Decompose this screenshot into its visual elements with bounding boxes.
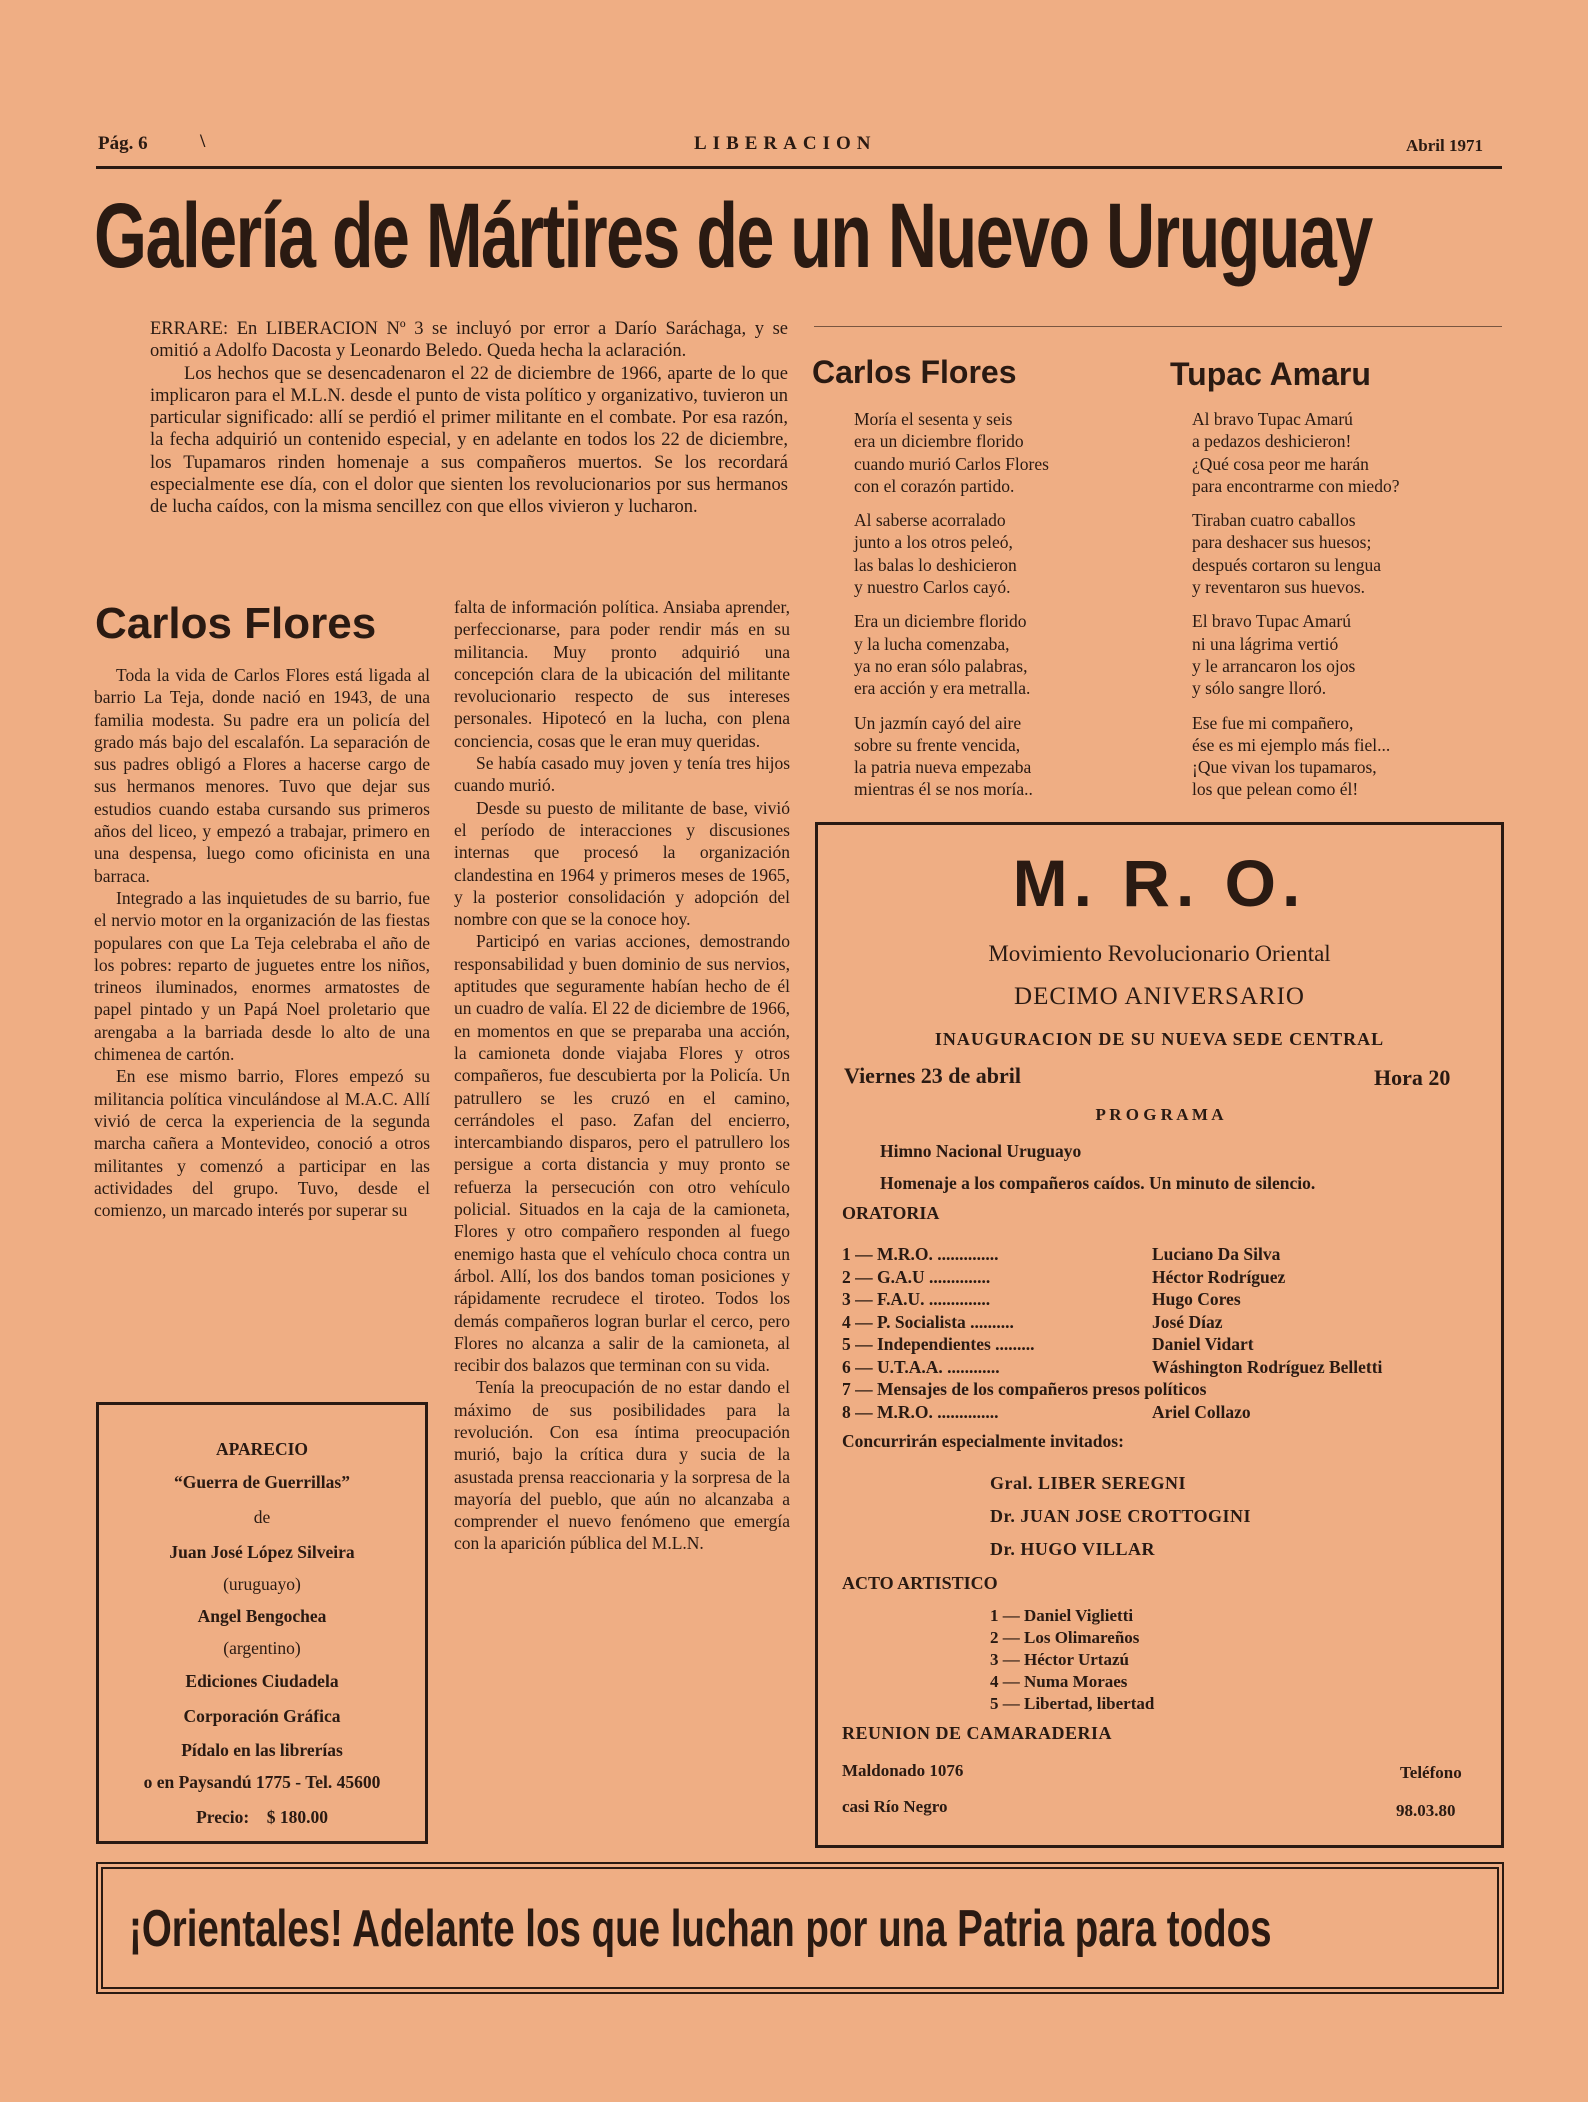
poem-line: sobre su frente vencida, [854, 734, 1021, 755]
poem-line: Tiraban cuatro caballos [1192, 510, 1356, 531]
header-mark: \ [200, 131, 206, 152]
oratoria-org: 4 — P. Socialista .......... [842, 1311, 1014, 1332]
article-paragraph: Tenía la preocupación de no estar dando el máximo de sus posibilidades para la revolución. Con esa íntima preocupación murió, bajo la crítica dura y sucia de la asustada prensa reaccionaria y la sorpresa de la mayoría del pueblo, que aún no alcanzaba a comprender el nuevo fenómeno que emergía con la aparición pública del M.L.N. [454, 1377, 790, 1554]
poem-line: y le arrancaron los ojos [1192, 655, 1356, 676]
poem-line: y sólo sangre lloró. [1192, 678, 1327, 699]
address-phone: o en Paysandú 1775 - Tel. 45600 [143, 1772, 381, 1792]
issue-date: Abril 1971 [1406, 136, 1483, 155]
poem-stanza [1192, 712, 1502, 801]
oratoria-speaker: Daniel Vidart [1152, 1334, 1254, 1354]
phone-number: 98.03.80 [1396, 1801, 1456, 1820]
oratoria-speaker: Luciano Da Silva [1152, 1244, 1281, 1264]
oratoria-row [842, 1378, 1382, 1401]
mro-anniversary: DECIMO ANIVERSARIO [1014, 983, 1305, 1010]
book-advertisement [96, 1402, 428, 1844]
book-title: “Guerra de Guerrillas” [174, 1472, 350, 1492]
poem-title-flores: Carlos Flores [812, 354, 1017, 390]
program-item: Himno Nacional Uruguayo [880, 1141, 1082, 1161]
poem-stanza [854, 610, 1154, 699]
poem-line: Moría el sesenta y seis [854, 409, 1013, 429]
oratoria-org: 2 — G.A.U .............. [842, 1266, 991, 1287]
poem-line: cuando murió Carlos Flores [854, 453, 1049, 474]
article-column-1 [94, 664, 430, 1221]
poem-rule [814, 326, 1502, 327]
address-line-1: Maldonado 1076 [842, 1761, 964, 1780]
event-date: Viernes 23 de abril [844, 1063, 1021, 1088]
author-2: Angel Bengochea [197, 1606, 327, 1626]
poem-line: los que pelean como él! [1192, 779, 1359, 800]
oratoria-speaker: Wáshington Rodríguez Belletti [1152, 1356, 1383, 1377]
article-paragraph: Se había casado muy joven y tenía tres hijos cuando murió. [454, 753, 790, 796]
mro-subtitle: Movimiento Revolucionario Oriental [988, 941, 1331, 966]
poem-line: ¿Qué cosa peor me harán [1192, 453, 1369, 474]
programa-label: P R O G R A M A [1095, 1105, 1224, 1124]
oratoria-speaker: Hugo Cores [1152, 1289, 1241, 1309]
slogan-box [96, 1862, 1504, 1994]
mro-title: M. R. O. [1012, 846, 1307, 920]
author-2-origin: (argentino) [223, 1638, 301, 1658]
oratoria-speaker: Héctor Rodríguez [1152, 1266, 1286, 1287]
author-1-origin: (uruguayo) [223, 1574, 301, 1594]
price-value: $ 180.00 [266, 1807, 328, 1827]
event-time: Hora 20 [1374, 1065, 1451, 1090]
intro-paragraph: Los hechos que se desencadenaron el 22 de diciembre de 1966, aparte de lo que implicaron para el M.L.N. desde el punto de vista político y organizativo, tuvieron un particular significado: allí se perdió el primer militante en el combate. Por esa razón, la fecha adquirió un contenido especial, y en adelante en todos los 22 de diciembre, los Tupamaros rinden homenaje a sus compañeros muertos. Se los recordará especialmente ese día, con el dolor que sienten los revolucionarios por sus hermanos de lucha caídos, con la misma sencillez con que ellos vivieron y lucharon. [150, 363, 788, 518]
poem-stanza [854, 712, 1154, 801]
poem-line: El bravo Tupac Amarú [1192, 611, 1351, 632]
acto-list [990, 1605, 1154, 1715]
poem-line: después cortaron su lengua [1192, 554, 1382, 575]
newspaper-name: LIBERACION [694, 133, 877, 154]
poem-stanza [854, 408, 1154, 497]
poem-line: Era un diciembre florido [854, 611, 1027, 632]
poem-line: Ese fue mi compañero, [1192, 712, 1354, 733]
invited-guest: Dr. HUGO VILLAR [990, 1539, 1156, 1559]
poem-line: ése es mi ejemplo más fiel... [1192, 734, 1391, 755]
oratoria-org: 7 — Mensajes de los compañeros presos políticos [842, 1379, 1207, 1399]
oratoria-speaker: Ariel Collazo [1152, 1401, 1251, 1422]
poem-line: ya no eran sólo palabras, [854, 655, 1028, 676]
oratoria-row [842, 1243, 1382, 1266]
header-rule [96, 166, 1502, 169]
poem-stanza [1192, 610, 1502, 699]
invited-list [990, 1467, 1251, 1566]
article-paragraph: Integrado a las inquietudes de su barrio, fue el nervio motor en la organización de las fiestas populares con que La Teja celebraba el año de los pobres: reparto de juguetes entre los niños, trineos iluminados, enormes armatostes de papel pintado y un Papá Noel proletario que arengaba a la barriada desde lo alto de una chimenea de cartón. [94, 887, 430, 1065]
errare-note: ERRARE: En LIBERACION Nº 3 se incluyó por error a Darío Saráchaga, y se omitió a Adolfo Dacosta y Leonardo Beledo. Queda hecha la aclaración. [150, 319, 788, 362]
poem-line: Al saberse acorralado [854, 510, 1006, 531]
oratoria-row [842, 1401, 1382, 1424]
invited-label: Concurrirán especialmente invitados: [842, 1431, 1124, 1451]
performer: 3 — Héctor Urtazú [990, 1650, 1129, 1669]
headline: Galería de Mártires de un Nuevo Uruguay [94, 185, 1372, 287]
poem-line: junto a los otros peleó, [854, 532, 1013, 553]
author-1: Juan José López Silveira [169, 1542, 355, 1562]
oratoria-org: 1 — M.R.O. .............. [842, 1244, 999, 1264]
article-paragraph: Toda la vida de Carlos Flores está ligada al barrio La Teja, donde nació en 1943, de una familia modesta. Su padre era un policía del grado más bajo del escalafón. La separación de sus padres obligó a Flores a hacerse cargo de sus hermanos menores. Tuvo que dejar sus estudios cuando estaba cursando sus primeros años del liceo, y empezó a trabajar, primero en una despensa, luego como oficinista en una barraca. [94, 665, 430, 886]
poem-line: para deshacer sus huesos; [1192, 532, 1372, 553]
poem-line: ni una lágrima vertió [1192, 633, 1339, 654]
price-label: Precio: [196, 1807, 250, 1827]
poem-stanza [854, 509, 1154, 598]
invited-guest: Gral. LIBER SEREGNI [990, 1473, 1187, 1493]
poem-line: y reventaron sus huevos. [1192, 577, 1366, 598]
article-paragraph: Participó en varias acciones, demostrando responsabilidad y buen dominio de sus nervios, aptitudes que seguramente habían hecho de él un cuadro de valía. El 22 de diciembre de 1966, en momentos en que se preparaba una acción, la camioneta donde viajaba Flores y otros compañeros, fue descubierta por la Policía. Un patrullero se les cruzó en el camino, cerrándoles el paso. Zafan del encierro, intercambiando disparos, pero el patrullero los persigue a corta distancia y muy pronto se refuerza la persecución con otro vehículo policial. Situados en la caja de la camioneta, Flores y otro compañero responden al fuego enemigo hasta que el vehículo choca contra un árbol. Allí, los dos bandos toman posiciones y rápidamente recrudece el tiroteo. Todos los demás compañeros logran burlar el cerco, pero Flores no alcanza a salir de la camioneta, al recibir dos balazos que terminan con su vida. [454, 931, 790, 1376]
poem-stanza [1192, 408, 1502, 497]
article-column-2 [454, 596, 790, 1555]
poem-stanza [1192, 509, 1502, 598]
poem-line: ¡Que vivan los tupamaros, [1192, 757, 1377, 778]
oratoria-row [842, 1356, 1382, 1379]
performer: 1 — Daniel Viglietti [990, 1606, 1134, 1625]
article-paragraph: Desde su puesto de militante de base, vivió el período de interacciones y discusiones internas que procesó la organización clandestina en 1964 y primeros meses de 1965, y la posterior consolidación y adopción del nombre con que se la conoce hoy. [454, 797, 790, 930]
mro-inauguration: INAUGURACION DE SU NUEVA SEDE CENTRAL [934, 1029, 1385, 1049]
poem-line: y nuestro Carlos cayó. [854, 577, 1011, 598]
availability: Pídalo en las librerías [181, 1740, 343, 1760]
poem-carlos-flores [854, 408, 1154, 813]
invited-guest: Dr. JUAN JOSE CROTTOGINI [990, 1506, 1252, 1526]
ad-headline: APARECIO [215, 1439, 309, 1459]
oratoria-row [842, 1311, 1382, 1334]
oratoria-org: 5 — Independientes ......... [842, 1334, 1035, 1354]
oratoria-speaker: José Díaz [1152, 1311, 1223, 1332]
oratoria-org: 8 — M.R.O. .............. [842, 1401, 999, 1422]
oratoria-label: ORATORIA [842, 1203, 940, 1223]
article-title: Carlos Flores [95, 599, 377, 648]
poem-line: para encontrarme con miedo? [1192, 475, 1400, 496]
poem-line: mientras él se nos moría.. [854, 779, 1033, 800]
poem-line: las balas lo deshicieron [854, 554, 1017, 575]
performer: 4 — Numa Moraes [990, 1672, 1128, 1691]
publisher: Ediciones Ciudadela [185, 1671, 339, 1691]
ad-line: de [253, 1507, 271, 1527]
oratoria-row [842, 1266, 1382, 1289]
mro-event-box [815, 822, 1504, 1848]
reunion-label: REUNION DE CAMARADERIA [842, 1723, 1113, 1743]
address-line-2: casi Río Negro [842, 1797, 948, 1816]
poem-line: a pedazos deshicieron! [1192, 431, 1352, 452]
poem-line: la patria nueva empezaba [854, 757, 1032, 778]
page-number: Pág. 6 [98, 133, 148, 154]
poem-line: con el corazón partido. [854, 475, 1015, 496]
performer: 2 — Los Olimareños [990, 1628, 1140, 1647]
oratoria-list [842, 1243, 1382, 1423]
oratoria-row [842, 1333, 1382, 1356]
price-line [99, 1797, 425, 1837]
intro-text [150, 318, 788, 519]
printer: Corporación Gráfica [183, 1706, 341, 1726]
phone-label: Teléfono [1400, 1763, 1462, 1782]
oratoria-org: 3 — F.A.U. .............. [842, 1289, 991, 1309]
poem-title-tupac: Tupac Amaru [1170, 356, 1371, 392]
acto-label: ACTO ARTISTICO [842, 1573, 998, 1593]
poem-line: y la lucha comenzaba, [854, 633, 1010, 654]
oratoria-org: 6 — U.T.A.A. ............ [842, 1356, 1000, 1377]
poem-line: Al bravo Tupac Amarú [1192, 409, 1353, 429]
poem-line: Un jazmín cayó del aire [854, 712, 1022, 733]
performer: 5 — Libertad, libertad [990, 1694, 1155, 1713]
article-paragraph: falta de información política. Ansiaba aprender, perfeccionarse, para poder rendir más en su militancia. Muy pronto adquirió una concepción clara de la ubicación del militante revolucionario respecto de sus intereses personales. Hipotecó en la lucha, con plena conciencia, cosas que le eran muy queridas. [454, 597, 790, 751]
slogan: ¡Orientales! Adelante los que luchan por una Patria para todos [129, 1900, 1272, 1958]
oratoria-row [842, 1288, 1382, 1311]
poem-line: era acción y era metralla. [854, 678, 1031, 699]
poem-line: era un diciembre florido [854, 431, 1024, 452]
poem-tupac-amaru [1192, 408, 1502, 813]
program-item: Homenaje a los compañeros caídos. Un minuto de silencio. [880, 1173, 1316, 1193]
article-paragraph: En ese mismo barrio, Flores empezó su militancia política vinculándose al M.A.C. Allí vivió de cerca la experiencia de la segunda marcha cañera a Montevideo, conoció a otros militantes y comenzó a participar en las actividades del grupo. Tuvo, desde el comienzo, un marcado interés por superar su [94, 1066, 430, 1221]
